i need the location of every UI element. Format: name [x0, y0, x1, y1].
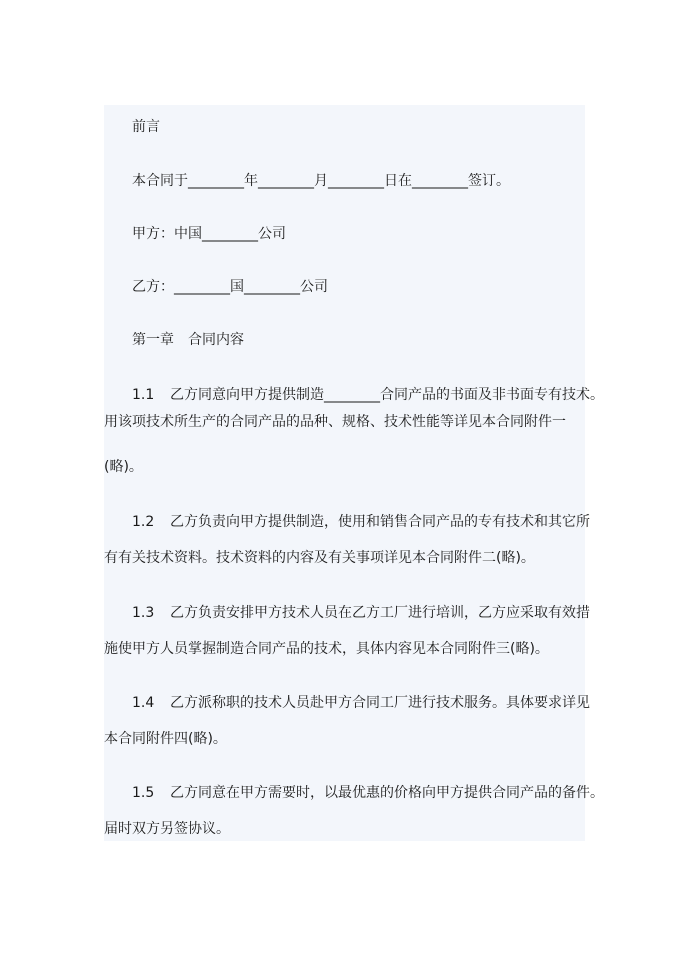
clause-1-1-cont: 用该项技术所生产的合同产品的品种、规格、技术性能等详见本合同附件一: [104, 414, 566, 430]
clause-1-2: [132, 512, 590, 532]
clause-1-1: [132, 385, 604, 405]
document-content: [104, 105, 604, 841]
clause-text: 乙方负责安排甲方技术人员在乙方工厂进行培训，乙方应采取有效措: [170, 605, 590, 621]
clause-text: 乙方同意向甲方提供制造________合同产品的书面及非书面专有技术。: [170, 387, 604, 403]
clause-1-1-cont: (略)。: [104, 459, 143, 475]
clause-number: 1.1: [132, 387, 155, 403]
clause-number: 1.3: [132, 605, 155, 621]
chapter-heading: 第一章 合同内容: [132, 332, 244, 348]
party-b-line: 乙方：________国________公司: [132, 279, 328, 295]
preface-heading: 前言: [132, 119, 160, 135]
party-a-line: 甲方：中国________公司: [132, 226, 286, 242]
clause-number: 1.2: [132, 514, 155, 530]
clause-1-5-cont: 届时双方另签协议。: [104, 821, 230, 837]
clause-1-5: [132, 783, 604, 803]
clause-text: 乙方派称职的技术人员赴甲方合同工厂进行技术服务。具体要求详见: [170, 695, 590, 711]
clause-number: 1.5: [132, 785, 155, 801]
clause-text: 乙方负责向甲方提供制造，使用和销售合同产品的专有技术和其它所: [170, 514, 590, 530]
clause-1-3-cont: 施使甲方人员掌握制造合同产品的技术，具体内容见本合同附件三(略)。: [104, 641, 549, 657]
clause-1-3: [132, 603, 590, 623]
clause-number: 1.4: [132, 695, 155, 711]
clause-1-2-cont: 有有关技术资料。技术资料的内容及有关事项详见本合同附件二(略)。: [104, 550, 535, 566]
clause-text: 乙方同意在甲方需要时，以最优惠的价格向甲方提供合同产品的备件。: [170, 785, 604, 801]
clause-1-4: [132, 693, 590, 713]
clause-1-4-cont: 本合同附件四(略)。: [104, 731, 227, 747]
signing-date-line: 本合同于________年________月________日在________签订。: [132, 173, 510, 189]
